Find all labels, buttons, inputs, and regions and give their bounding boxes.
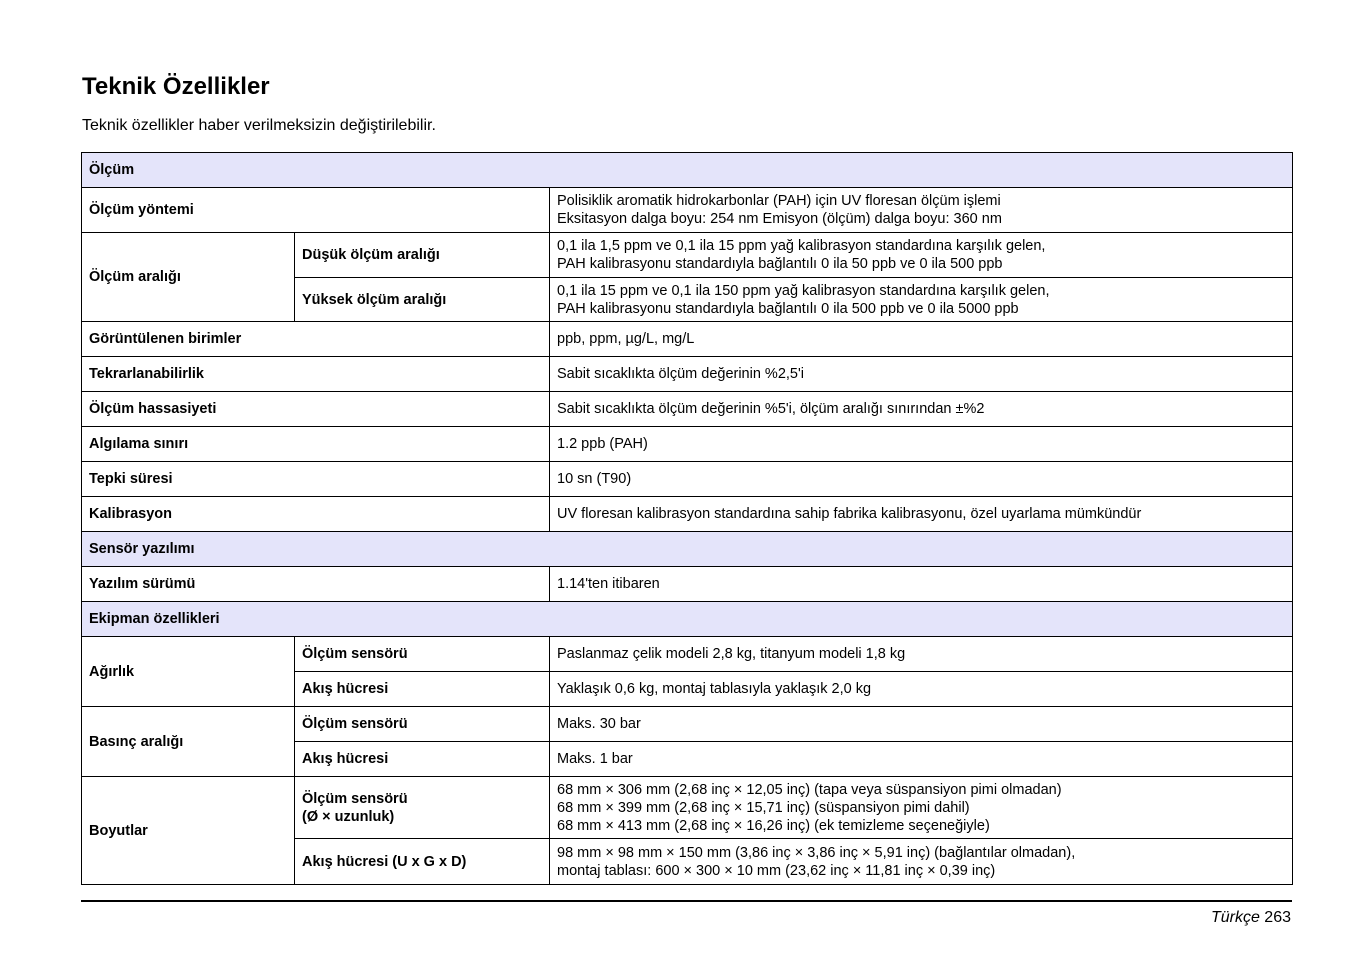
table-row <box>82 188 1293 233</box>
sub-label: Ölçüm sensörü <box>295 637 550 672</box>
table-row <box>82 357 1293 392</box>
row-value: 1.2 ppb (PAH) <box>550 427 1293 462</box>
label-line: (Ø × uzunluk) <box>302 808 395 825</box>
row-label: Ağırlık <box>82 637 295 707</box>
table-row <box>82 637 1293 672</box>
row-value: 10 sn (T90) <box>550 462 1293 497</box>
sub-label: Düşük ölçüm aralığı <box>295 233 550 278</box>
sub-label: Akış hücresi <box>295 742 550 777</box>
page-footer <box>1211 908 1291 928</box>
sub-label: Akış hücresi <box>295 672 550 707</box>
row-label: Basınç aralığı <box>82 707 295 777</box>
row-label: Ölçüm yöntemi <box>82 188 550 233</box>
value-line: Eksitasyon dalga boyu: 254 nm Emisyon (ölçüm) dalga boyu: 360 nm <box>557 211 1002 227</box>
footer-language: Türkçe <box>1210 909 1260 926</box>
row-label: Ölçüm aralığı <box>82 233 295 322</box>
sub-label <box>295 777 550 839</box>
table-row <box>82 777 1293 839</box>
section-header-olcum <box>82 153 1293 188</box>
row-label: Kalibrasyon <box>82 497 550 532</box>
row-value: Maks. 1 bar <box>550 742 1293 777</box>
row-value: Maks. 30 bar <box>550 707 1293 742</box>
value-line: montaj tablası: 600 × 300 × 10 mm (23,62 inç × 11,81 inç × 0,39 inç) <box>557 862 996 879</box>
sub-label: Ölçüm sensörü <box>295 707 550 742</box>
row-label: Görüntülenen birimler <box>82 322 550 357</box>
value-line: 68 mm × 399 mm (2,68 inç × 15,71 inç) (süspansiyon pimi dahil) <box>557 799 970 816</box>
row-value: Paslanmaz çelik modeli 2,8 kg, titanyum modeli 1,8 kg <box>550 637 1293 672</box>
section-header-sensor-yazilimi <box>82 532 1293 567</box>
footer-divider <box>81 900 1292 902</box>
row-value: Yaklaşık 0,6 kg, montaj tablasıyla yaklaşık 2,0 kg <box>550 672 1293 707</box>
table-row <box>82 392 1293 427</box>
row-value <box>550 233 1293 278</box>
row-value: Sabit sıcaklıkta ölçüm değerinin %2,5'i <box>550 357 1293 392</box>
row-label: Tepki süresi <box>82 462 550 497</box>
page-number: 263 <box>1264 909 1291 926</box>
row-value <box>550 188 1293 233</box>
value-line: 0,1 ila 1,5 ppm ve 0,1 ila 15 ppm yağ kalibrasyon standardına karşılık gelen, <box>557 238 1046 254</box>
row-value: 1.14'ten itibaren <box>550 567 1293 602</box>
sub-label: Akış hücresi (U x G x D) <box>295 839 550 885</box>
value-line: Polisiklik aromatik hidrokarbonlar (PAH) için UV floresan ölçüm işlemi <box>557 193 1001 209</box>
row-label: Ölçüm hassasiyeti <box>82 392 550 427</box>
table-row <box>82 233 1293 278</box>
section-title: Ölçüm <box>82 153 1293 188</box>
value-line: PAH kalibrasyonu standardıyla bağlantılı 0 ila 50 ppb ve 0 ila 500 ppb <box>557 256 1003 272</box>
table-row <box>82 567 1293 602</box>
table-row <box>82 497 1293 532</box>
table-row <box>82 462 1293 497</box>
row-value <box>550 278 1293 322</box>
row-value: ppb, ppm, µg/L, mg/L <box>550 322 1293 357</box>
page-title: Teknik Özellikler <box>82 73 270 100</box>
section-title: Sensör yazılımı <box>82 532 1293 567</box>
value-line: 68 mm × 413 mm (2,68 inç × 16,26 inç) (ek temizleme seçeneğiyle) <box>557 817 990 834</box>
row-label: Algılama sınırı <box>82 427 550 462</box>
row-value: Sabit sıcaklıkta ölçüm değerinin %5'i, ölçüm aralığı sınırından ±%2 <box>550 392 1293 427</box>
section-header-ekipman <box>82 602 1293 637</box>
value-line: 68 mm × 306 mm (2,68 inç × 12,05 inç) (tapa veya süspansiyon pimi olmadan) <box>557 781 1062 798</box>
value-line: 0,1 ila 15 ppm ve 0,1 ila 150 ppm yağ kalibrasyon standardına karşılık gelen, <box>557 282 1050 299</box>
row-value <box>550 777 1293 839</box>
row-label: Boyutlar <box>82 777 295 885</box>
table-row <box>82 427 1293 462</box>
row-value <box>550 839 1293 885</box>
section-title: Ekipman özellikleri <box>82 602 1293 637</box>
label-line: Ölçüm sensörü <box>302 790 408 807</box>
specifications-table <box>81 152 1293 885</box>
row-value: UV floresan kalibrasyon standardına sahip fabrika kalibrasyonu, özel uyarlama mümkündür <box>550 497 1293 532</box>
table-row <box>82 707 1293 742</box>
value-line: PAH kalibrasyonu standardıyla bağlantılı 0 ila 500 ppb ve 0 ila 5000 ppb <box>557 300 1019 317</box>
table-row <box>82 322 1293 357</box>
value-line: 98 mm × 98 mm × 150 mm (3,86 inç × 3,86 inç × 5,91 inç) (bağlantılar olmadan), <box>557 844 1076 861</box>
sub-label: Yüksek ölçüm aralığı <box>295 278 550 322</box>
row-label: Tekrarlanabilirlik <box>82 357 550 392</box>
row-label: Yazılım sürümü <box>82 567 550 602</box>
intro-text: Teknik özellikler haber verilmeksizin değiştirilebilir. <box>82 117 436 134</box>
